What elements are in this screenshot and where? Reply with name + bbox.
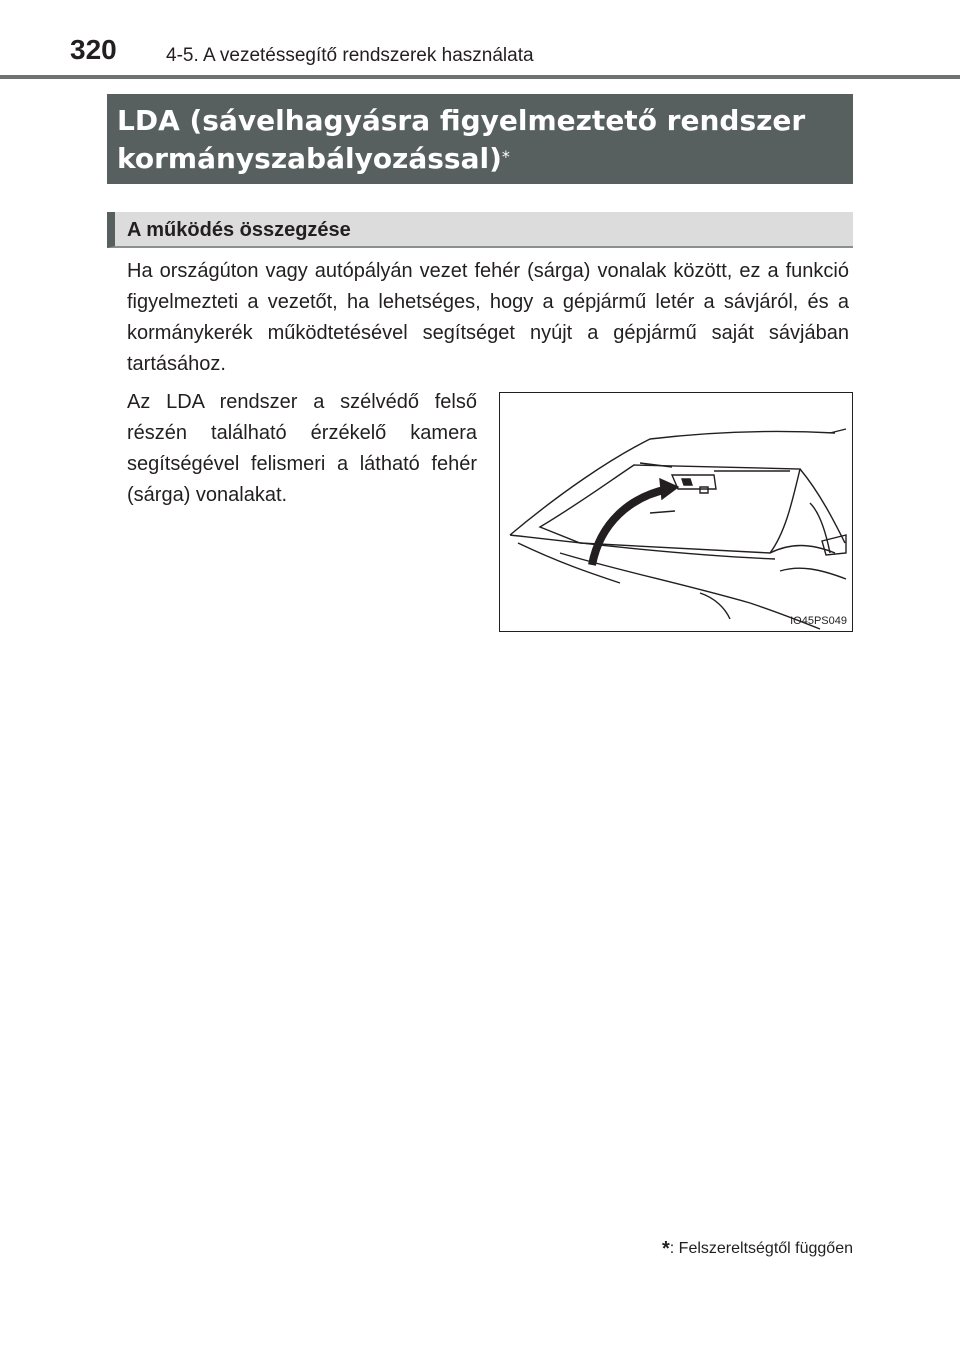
footnote-asterisk: * bbox=[661, 1238, 670, 1260]
section-title-line2 bbox=[117, 140, 843, 178]
header-rule bbox=[0, 75, 960, 79]
subheading: A működés összegzése bbox=[107, 212, 853, 248]
section-title-line2-text: kormányszabályozással) bbox=[117, 142, 502, 175]
section-title-line1: LDA (sávelhagyásra figyelmeztető rendszer bbox=[117, 104, 806, 137]
chapter-title: 4-5. A vezetéssegítő rendszerek használata bbox=[166, 45, 534, 66]
figure-code: IO45PS049 bbox=[790, 615, 847, 627]
section-title-box bbox=[107, 94, 853, 184]
page-number: 320 bbox=[70, 34, 117, 65]
figure-windshield bbox=[499, 392, 853, 632]
footnote-text: : Felszereltségtől függően bbox=[669, 1240, 853, 1257]
title-asterisk: * bbox=[501, 147, 510, 166]
paragraph-camera: Az LDA rendszer a szélvédő felső részén található érzékelő kamera segítségével felismeri a látható fehér (sárga) vonalakat. bbox=[127, 391, 477, 506]
windshield-camera-illustration bbox=[500, 393, 851, 630]
paragraph-overview: Ha országúton vagy autópályán vezet fehér (sárga) vonalak között, ez a funkció figyelmezteti a vezetőt, ha lehetséges, hogy a gépjármű letér a sávjáról, és a kormánykerék működtetésével segítséget nyújt a gépjármű saját sávjában tartásához. bbox=[127, 260, 849, 375]
footnote bbox=[662, 1238, 853, 1261]
